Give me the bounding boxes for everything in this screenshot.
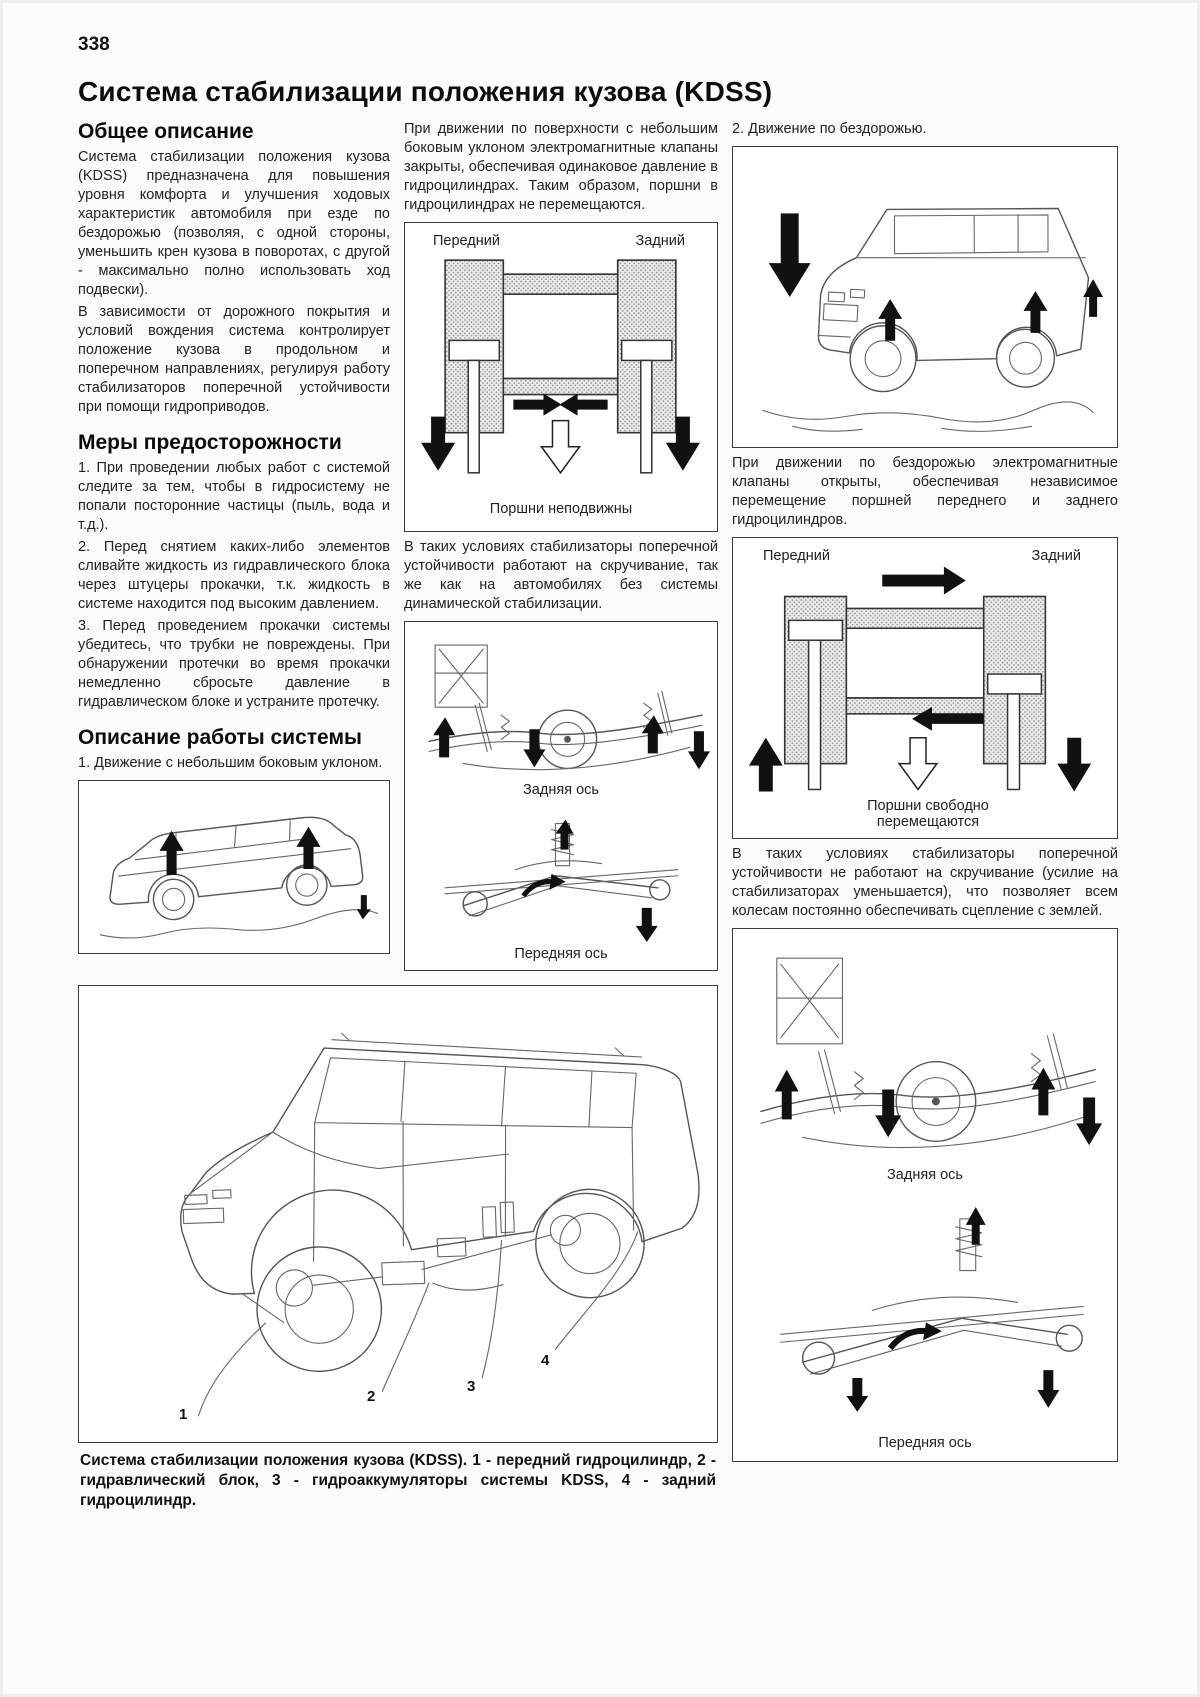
down-arrow-icon [846,1378,868,1412]
paragraph: В таких условиях стабилизаторы поперечной устойчивости не работают на скручивание (усилие на стабилизаторах уменьшается), что позволяет всем колесам постоянно обеспечивать сцепление с землей. [732,846,1118,919]
heading-operation: Описание работы системы [78,726,362,749]
down-arrow-icon [769,213,811,297]
down-arrow-icon [523,729,545,767]
kdss-cutaway-drawing [79,986,717,1442]
front-axle-drawing [781,1207,1083,1412]
down-arrow-icon [875,1090,901,1138]
fig-caption: Поршни свободно перемещаются [867,798,989,830]
callout-1: 1 [179,1406,188,1423]
left-column [78,120,390,960]
left-arrow-icon [559,394,607,416]
fig-label-rear: Задний [1031,548,1081,564]
fig-label-front: Передний [763,548,830,564]
down-arrow-icon [636,908,658,942]
bottom-figure-section [78,977,718,1511]
figure-kdss-overview [78,985,718,1443]
up-arrow-icon [296,827,320,869]
down-arrow-icon [1037,1370,1059,1408]
figure-car-offroad [732,146,1118,448]
page-title: Система стабилизации положения кузова (KDSS) [78,76,773,107]
up-arrow-icon [749,738,783,792]
fig-caption-front-axle: Передняя ось [878,1435,972,1451]
right-arrow-icon [513,394,561,416]
hollow-down-arrow-icon [899,738,937,790]
up-arrow-icon [775,1070,799,1120]
paragraph: В таких условиях стабилизаторы поперечной устойчивости работают на скручивание, так же как на автомобилях без системы динамической стабилизации. [404,539,718,612]
up-arrow-icon [642,715,664,753]
figure-axles-free [732,928,1118,1462]
hollow-down-arrow-icon [541,421,579,473]
figure-pistons-free [732,537,1118,839]
precaution-item: 1. При проведении любых работ с системой следите за тем, чтобы в гидросистему не попали посторонние частицы (пыль, вода и т.д.). [78,460,390,533]
up-arrow-icon [1031,1068,1055,1116]
fig-caption-rear-axle: Задняя ось [523,782,599,798]
figure-axles-locked [404,621,718,971]
rear-axle-drawing [761,958,1102,1147]
right-arrow-icon [882,567,966,595]
figure-pistons-locked [404,222,718,532]
callout-3: 3 [467,1378,476,1395]
bottom-figure-caption: Система стабилизации положения кузова (KDSS). 1 - передний гидроцилиндр, 2 - гидравлический блок, 3 - гидроаккумуляторы системы KDSS, 4 - задний гидроцилиндр. [80,1452,716,1509]
heading-general: Общее описание [78,120,254,143]
paragraph: Система стабилизации положения кузова (KDSS) предназначена для повышения уровня комфорта и улучшения ходовых характеристик автомобиля при езде по бездорожью (позволяя, с одной стороны, уменьшить крен кузова в поворотах, с другой - максимально полно использовать ход подвески). [78,149,390,298]
car-offroad-drawing [733,147,1117,447]
axles-drawing [733,929,1117,1461]
fig-caption-rear-axle: Задняя ось [887,1167,963,1183]
paragraph: При движении по бездорожью электромагнитные клапаны открыты, обеспечивая независимое перемещение поршней переднего и заднего гидроцилиндров. [732,455,1118,528]
columns [78,120,1118,1511]
pistons-free-drawing [733,538,1117,838]
precaution-item: 2. Перед снятием каких-либо элементов сливайте жидкость из гидравлического блока через штуцеры прокачки, т.к. жидкость в системе находится под высоким давлением. [78,539,390,612]
fig-caption: Поршни неподвижны [489,501,633,517]
rear-axle-drawing [429,645,710,770]
front-axle-drawing [445,820,678,942]
down-arrow-icon [688,731,710,769]
fig-label-front: Передний [433,233,500,249]
down-arrow-icon [1076,1098,1102,1146]
figure-car-side-slope [78,780,390,954]
paragraph: В зависимости от дорожного покрытия и условий вождения система контролирует положение кузова в продольном и поперечном направлениях, регулируя работу стабилизаторов поперечной устойчивости при помощи гидроприводов. [78,304,390,415]
middle-column [404,120,718,977]
paragraph: При движении по поверхности с небольшим боковым уклоном электромагнитные клапаны закрыты, обеспечивая одинаковое давление в гидроцилиндрах. Таким образом, поршни в гидроцилиндрах не перемещаются. [404,121,718,213]
pistons-locked-drawing [405,223,717,531]
up-arrow-icon [1023,291,1047,333]
fig-caption-front-axle: Передняя ось [514,946,608,962]
up-arrow-icon [966,1207,986,1245]
operation-item: 2. Движение по бездорожью. [732,121,927,137]
up-arrow-icon [878,299,902,341]
precaution-item: 3. Перед проведением прокачки системы убедитесь, что трубки не повреждены. При обнаружении протечки во время прокачки немедленно сбросьте давление в гидравлическом блоке и устраните протечку. [78,618,390,710]
callout-4: 4 [541,1352,550,1369]
right-column [732,120,1118,1468]
page-number: 338 [78,34,110,55]
callout-2: 2 [367,1388,376,1405]
down-arrow-icon [357,895,371,919]
operation-item: 1. Движение с небольшим боковым уклоном. [78,755,383,771]
down-arrow-icon [1057,738,1091,792]
car-side-slope-drawing [79,781,389,953]
fig-label-rear: Задний [635,233,685,249]
heading-precautions: Меры предосторожности [78,431,342,454]
